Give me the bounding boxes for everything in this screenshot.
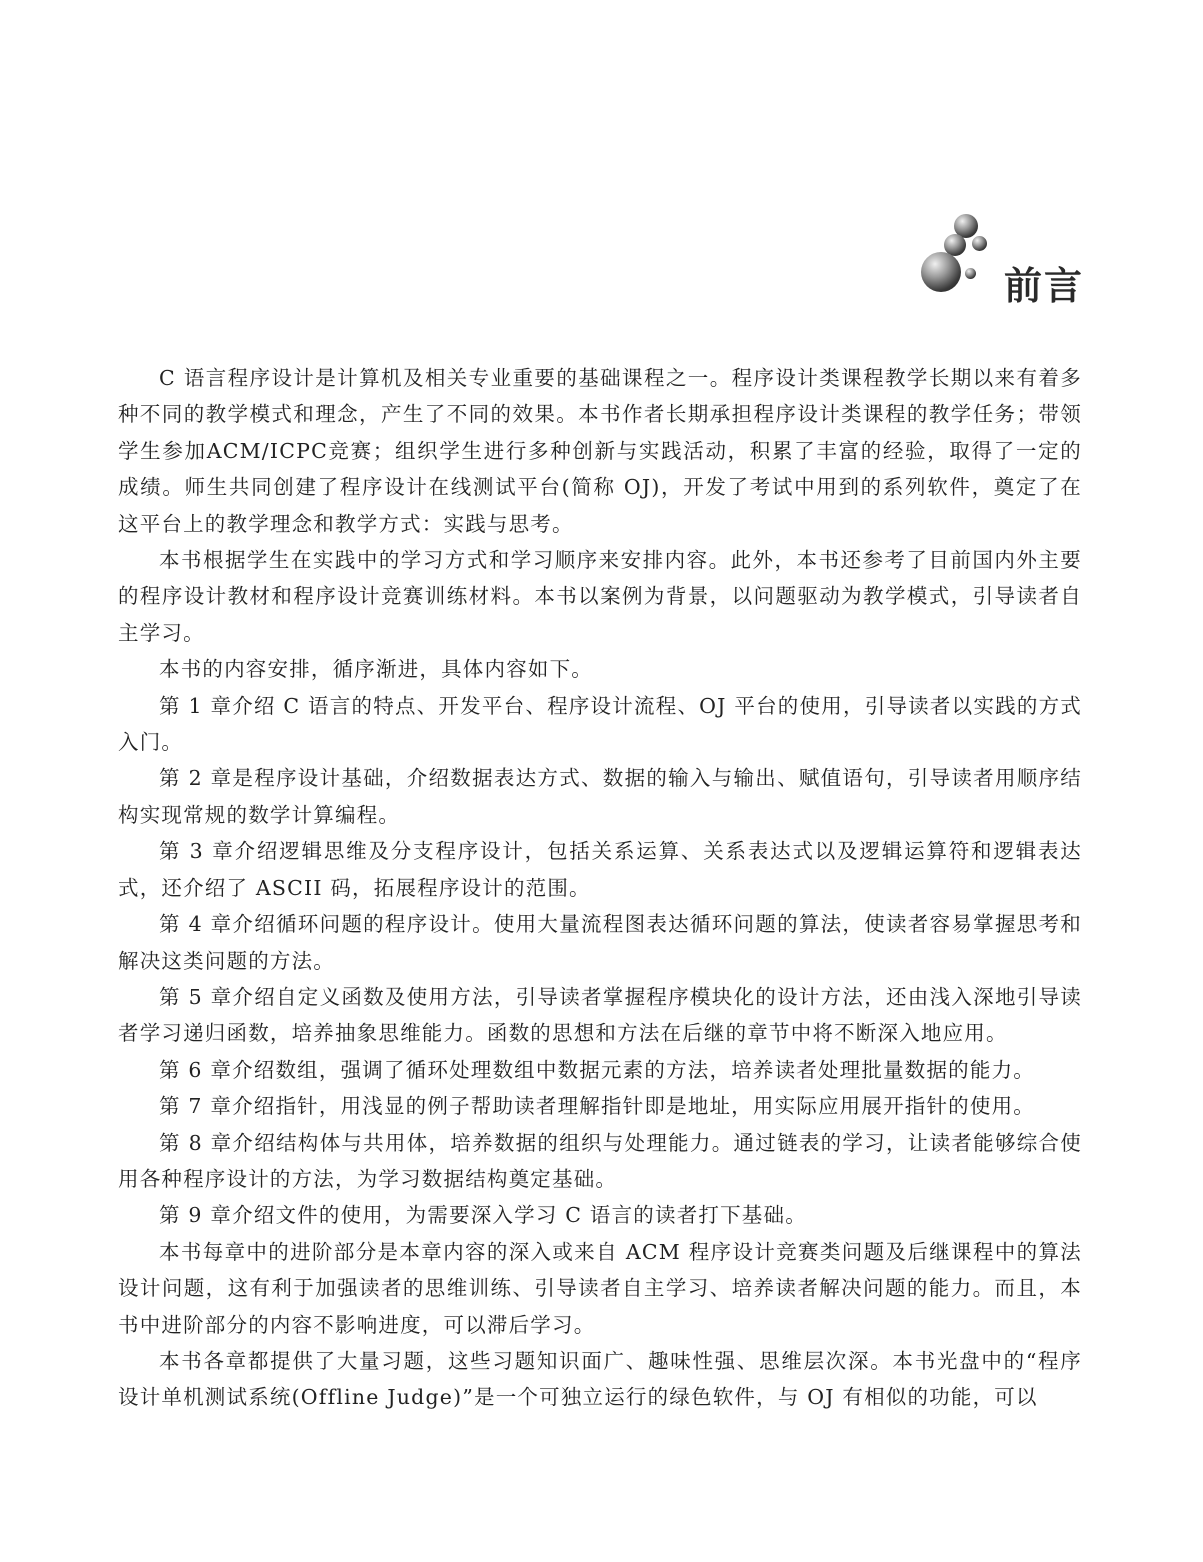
bubble-shape [921, 252, 961, 292]
paragraph-chapter-4: 第 4 章介绍循环问题的程序设计。使用大量流程图表达循环问题的算法，使读者容易掌握思考和解决这类问题的方法。 [118, 912, 1082, 973]
paragraph-chapter-1: 第 1 章介绍 C 语言的特点、开发平台、程序设计流程、OJ 平台的使用，引导读者以实践的方式入门。 [118, 693, 1082, 755]
bubble-shape [965, 268, 976, 279]
paragraph-chapter-6: 第 6 章介绍数组，强调了循环处理数组中数据元素的方法，培养读者处理批量数据的能力。 [159, 1057, 1035, 1082]
paragraph-intro: C 语言程序设计是计算机及相关专业重要的基础课程之一。程序设计类课程教学长期以来有着多种不同的教学模式和理念，产生了不同的效果。本书作者长期承担程序设计类课程的教学任务；带领学生参加ACM/ICPC竞赛；组织学生进行多种创新与实践活动，积累了丰富的经验，取得了一定的成绩。师生共同创建了程序设计在线测试平台(简称 OJ)，开发了考试中用到的系列软件，奠定了在这平台上的教学理念和教学方式：实践与思考。 [118, 366, 1082, 536]
page-title: 前言 [1004, 264, 1085, 308]
paragraph-chapter-7: 第 7 章介绍指针，用浅显的例子帮助读者理解指针即是地址，用实际应用展开指针的使用。 [159, 1094, 1035, 1119]
paragraph-chapter-3: 第 3 章介绍逻辑思维及分支程序设计，包括关系运算、关系表达式以及逻辑运算符和逻辑表达式，还介绍了 ASCII 码，拓展程序设计的范围。 [118, 839, 1082, 900]
paragraph-chapter-2: 第 2 章是程序设计基础，介绍数据表达方式、数据的输入与输出、赋值语句，引导读者用顺序结构实现常规的数学计算编程。 [118, 766, 1082, 827]
chapter-header [912, 210, 1092, 308]
paragraph-content-basis: 本书根据学生在实践中的学习方式和学习顺序来安排内容。此外，本书还参考了目前国内外主要的程序设计教材和程序设计竞赛训练材料。本书以案例为背景，以问题驱动为教学模式，引导读者自主学习。 [118, 548, 1082, 645]
paragraph-arrangement: 本书的内容安排，循序渐进，具体内容如下。 [159, 657, 593, 682]
paragraph-advanced: 本书每章中的进阶部分是本章内容的深入或来自 ACM 程序设计竞赛类问题及后继课程中的算法设计问题，这有利于加强读者的思维训练、引导读者自主学习、培养读者解决问题的能力。而且，本书中进阶部分的内容不影响进度，可以滞后学习。 [118, 1239, 1082, 1337]
bubbles-icon [912, 210, 1002, 300]
paragraph-chapter-8: 第 8 章介绍结构体与共用体，培养数据的组织与处理能力。通过链表的学习，让读者能够综合使用各种程序设计的方法，为学习数据结构奠定基础。 [118, 1130, 1082, 1191]
paragraph-exercises: 本书各章都提供了大量习题，这些习题知识面广、趣味性强、思维层次深。本书光盘中的“程序设计单机测试系统(Offline Judge)”是一个可独立运行的绿色软件，与 OJ 有相似的功能，可以 [118, 1348, 1082, 1410]
paragraph-chapter-5: 第 5 章介绍自定义函数及使用方法，引导读者掌握程序模块化的设计方法，还由浅入深地引导读者学习递归函数，培养抽象思维能力。函数的思想和方法在后继的章节中将不断深入地应用。 [118, 984, 1082, 1046]
paragraph-chapter-9: 第 9 章介绍文件的使用，为需要深入学习 C 语言的读者打下基础。 [159, 1203, 807, 1228]
body-text [118, 360, 1082, 1416]
bubble-shape [972, 236, 987, 251]
